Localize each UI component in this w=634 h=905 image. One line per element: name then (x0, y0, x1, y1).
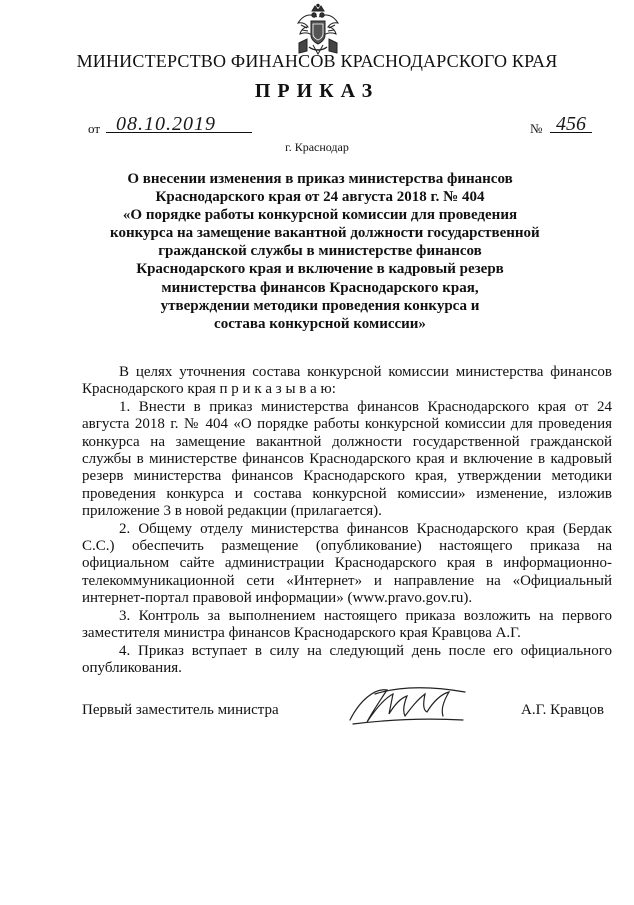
handwritten-number: 456 (556, 113, 586, 135)
title-line: состава конкурсной комиссии» (214, 315, 426, 332)
handwritten-signature-icon (345, 680, 475, 730)
signatory-name: А.Г. Кравцов (521, 702, 604, 718)
order-item-1: 1. Внести в приказ министерства финансов Краснодарского края от 24 августа 2018 г. № 404 «О порядке работы конкурсной комиссии для проведения конкурса на замещение вакантной должности государственной гражданской службы в министерстве финансов Краснодарского края и включение в кадровый резерв министерства финансов Краснодарского края, утверждении методики проведения конкурса и состава конкурсной комиссии» изменение, изложив приложение 3 в новой редакции (прилагается). (82, 398, 612, 520)
title-line: Краснодарского края от 24 августа 2018 г. № 404 (155, 189, 485, 206)
number-prefix-label: № (530, 121, 543, 136)
intro-paragraph: В целях уточнения состава конкурсной комиссии министерства финансов Краснодарского края п р и к а з ы в а ю: (82, 364, 612, 398)
coat-of-arms-icon (295, 3, 341, 55)
order-item-2: 2. Общему отделу министерства финансов Краснодарского края (Бердак С.С.) обеспечить размещение (опубликование) настоящего приказа на официальном сайте администрации Краснодарского края в информационно-телекоммуникационной сети «Интернет» и направление на «Официальный интернет-портал правовой информации» (www.pravo.gov.ru). (82, 520, 612, 607)
order-item-3: 3. Контроль за выполнением настоящего приказа возложить на первого заместителя министра финансов Краснодарского края Кравцова А.Г. (82, 607, 612, 642)
title-line: конкурса на замещение вакантной должности государственной (110, 225, 540, 242)
signatory-role: Первый заместитель министра (82, 702, 279, 718)
ministry-name: МИНИСТЕРСТВО ФИНАНСОВ КРАСНОДАРСКОГО КРАЯ (76, 51, 558, 71)
document-type-heading: ПРИКАЗ (254, 80, 380, 102)
city-label: г. Краснодар (285, 140, 349, 154)
order-body (82, 364, 612, 677)
title-line: министерства финансов Краснодарского края, (161, 279, 479, 296)
title-line: О внесении изменения в приказ министерства финансов (127, 171, 513, 187)
order-item-4: 4. Приказ вступает в силу на следующий день после его официального опубликования. (82, 642, 612, 676)
title-line: гражданской службы в министерстве финансов (158, 243, 482, 260)
date-prefix-label: от (88, 121, 101, 136)
title-line: утверждении методики проведения конкурса и (160, 297, 480, 314)
order-title (110, 170, 540, 333)
handwritten-date: 08.10.2019 (116, 113, 216, 135)
title-line: Краснодарского края и включение в кадровый резерв (136, 261, 504, 278)
title-line: «О порядке работы конкурсной комиссии для проведения (122, 207, 518, 224)
